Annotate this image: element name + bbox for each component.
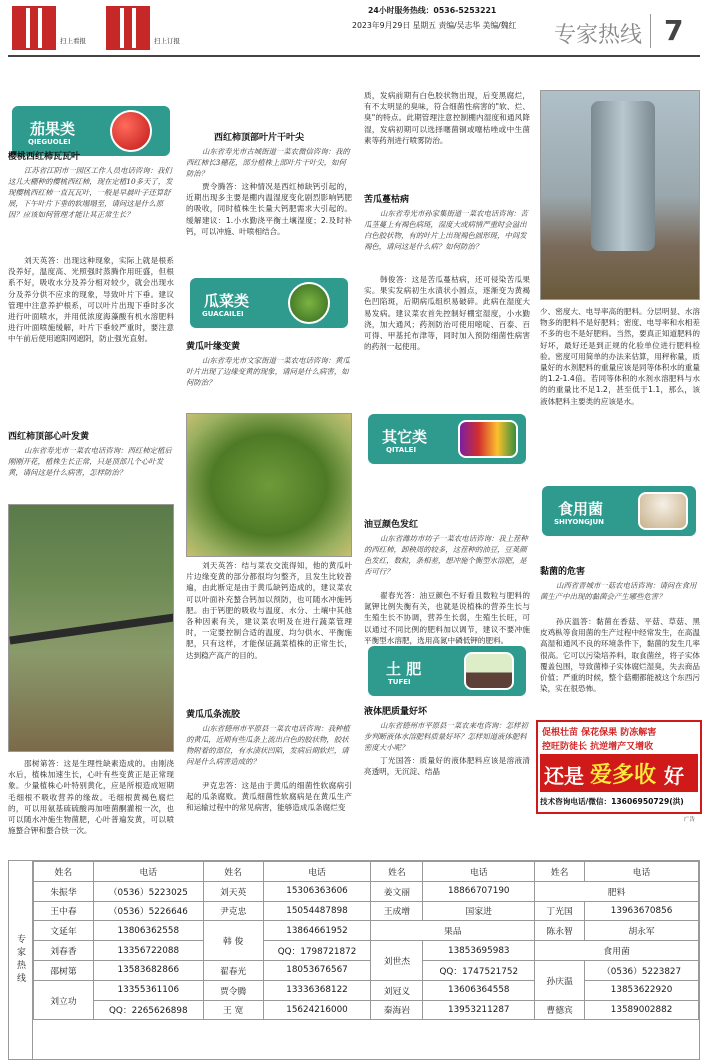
mushroom-icon: [638, 492, 688, 530]
fertilizer-tank-photo: [540, 90, 700, 300]
article-question: 山东省德州市平原县一菜农来电咨询：怎样初步判断液体水溶肥料质量好坏？怎样知道液体肥料密度大小呢？: [364, 721, 528, 752]
article-answer: 孙庆温答：黏菌在香菇、平菇、草菇、黑皮鸡枞等食用菌的生产过程中经常发生，在高温高湿和通风不良的环境条件下，黏菌的发生几率很高。它可以污染培养料，取食菌丝，将子实体覆盖包围，导致菌棒子实体腐烂湿臭，失去商品价值；严重的时候，整个菇棚都能被这个东西污染，实在很恐怖。: [540, 617, 700, 694]
header: [0, 0, 708, 58]
category-badge: 其它类 QITALEI: [368, 414, 526, 464]
article-answer: 刘天英答：结与菜农交流得知，他的黄瓜叶片边缘变黄的部分都很均匀整齐，且发生比较普遍，由此断定是由于黄瓜缺钙造成的，建议菜农可以叶面补充螯合钙加以预防，也可随水冲施钙肥。由于钙肥的吸收与温度、水分、土壤中其他各种因素有关，建议菜农明及在进行蔬菜管理时，一定要控制合适的温度、均匀供水、平衡施肥，只有这样，才能保证蔬菜植株的正常生长，达到稳产高产的目的。: [186, 561, 352, 660]
article-title: 樱桃西红柿瓦瓦叶: [8, 152, 81, 162]
category-badge: 茄果类 QIEGUOLEI: [12, 106, 170, 156]
tomato-seedling-photo: [8, 504, 174, 752]
article-title: 黄瓜叶缘变黄: [186, 342, 241, 352]
qr-code-icon: [12, 6, 56, 50]
header-rule: [8, 55, 700, 57]
divider: [650, 14, 651, 48]
article-answer: 翟春光答：油豆颜色不好看且数粒与肥料的氮钾比例失衡有关，也就是说植株的营养生长与生殖生长不协调，营养生长弱，生殖生长旺，可以通过不同比例的肥料加以调节，建议不要冲施平衡型水溶肥，选用高氮中磷低钾的肥料。: [364, 591, 530, 645]
qr1-label: 扫上看报: [60, 37, 86, 45]
vegetables-icon: [458, 420, 518, 458]
table-row: 王中春 （0536）5226646 尹克忠 15054487898 王成增 国家进 丁光国 13963670856: [34, 901, 699, 921]
category-badge: 土 肥 TUFEI: [368, 646, 526, 696]
article-question: 山东省潍坊市坊子一菜农电话咨询：我上茬种的西红柿，卸秧周的较多，这茬种的油豆，豆荚颜色发红，数粒，条相差，想冲施个衡型水溶肥，是否可行？: [364, 534, 528, 576]
article-answer: 刘天英答：出现这种现象，实际上就是根系没养好，温度高、光照强时蒸腾作用旺盛，但根系不好，吸收水分及养分相对较少，就会出现水分及养分供不应求的现象，导致叶片下垂。建议管理中注意养护根系，可以叶片出现下垂时多次进行叶面喷水，并用低浓度海藻酸有机水溶肥料进行叶面喷施缓解，叶片下垂较严重时，要注意中午前后使用遮阳网遮阴，防止强光直射。: [8, 256, 174, 344]
page-number: 7: [664, 14, 684, 47]
article-title: 黏菌的危害: [540, 567, 586, 577]
article-title: 液体肥质量好坏: [364, 707, 428, 717]
contact-table: [33, 861, 699, 1020]
date-line: 2023年9月29日 星期五 责编/吴志华 美编/魏红: [352, 21, 517, 30]
article-title: 西红柿顶部心叶发黄: [8, 432, 90, 442]
article-title: 油豆颜色发红: [364, 520, 419, 530]
table-row: 刘立功 13355361106 贾令腾 13336368122 刘冠义 13606364558 13853622920: [34, 980, 699, 1000]
article-answer: 韩俊答：这是苦瓜蔓枯病，还可侵染苦瓜果实。果实发病初生水渍状小圆点，逐渐变为黄褐色凹陷斑，后期病瓜组织易破碎。此病在湿度大易发病。建议菜农首先控制好棚室湿度，小水勤浇，加大通风；药剂防治可使用嘧啶、百泰、百可得、甲基托布津等，同时加入预防细菌性病害的药剂一起使用。: [364, 275, 530, 352]
section-title: 专家热线: [554, 23, 643, 48]
table-header-row: 姓名 电话 姓名 电话 姓名 电话 姓名 电话: [34, 862, 699, 882]
sprout-icon: [464, 652, 514, 690]
article-answer-cont: 质，发病前期有白色胶状物出现，后变黑腐烂，有不太明显的臭味，符合细菌性病害的"软、烂、臭"的特点。此期管理注意控制棚内湿度和通风降湿，发病初期可以选择噻菌铜或噻枯唑或中生菌素等药剂进行喷雾防治。: [364, 91, 530, 145]
category-badge: 食用菌 SHIYONGJUN: [542, 486, 696, 536]
hotline: 24小时服务热线：0536-5253221: [368, 6, 497, 15]
article-question: 山西省晋城市一菇农电话咨询：请问在食用菌生产中出现的黏菌会产生哪些危害？: [540, 581, 697, 601]
table-row: QQ：2265626898 王 宽 15624216000 秦海岩 13953211287 曹德宾 13589002882: [34, 1000, 699, 1020]
article-question: 山东省寿光市古城街道一菜农微信咨询：我的西红柿长3穗花，部分植株上部叶片干叶尖，如何防治？: [186, 147, 350, 178]
article-question: 山东省寿光市孙家集街道一菜农电话咨询：苦瓜茎蔓上有褐色病斑，湿度大或病情严重时会溢出白色胶状物，有的叶片上出现褐色圆形斑，中间发褐色，请问这是什么病？如何防治？: [364, 209, 528, 251]
article-answer: 邵树第答：这是生理性缺素造成的。由刚浇水后，植株加速生长，心叶有些变黄正是正常现象。少量植株心叶特别黄化，应是所根造成短期毛细根不吸收营养的缘故。毛细根黄褐色腐烂的，可以用氨基硫硫酸再加喹菌酮灌根一次，也可以随水冲施生物菌肥，心叶普遍发黄，可以喷施螯合钾和螯合铁一次。: [8, 759, 174, 836]
article-question: 山东省寿光市一菜农电话咨询：西红柿定植后刚刚开花，植株生长正常，只是顶部几个心叶发黄，请问这是什么病害，怎样防治？: [8, 446, 172, 477]
advertisement: 促根壮苗 保花保果 防冻解害 控旺防徒长 抗逆增产又增收 还是 爱多收 好 技术咨询电话/微信：13606950729(洪): [536, 720, 702, 814]
article-title: 苦瓜蔓枯病: [364, 195, 410, 205]
table-row: 文延年 13806362558 韩 俊 13864661952 果品 陈永智 胡永军: [34, 921, 699, 941]
category-badge: 瓜菜类 GUACAILEI: [190, 278, 348, 328]
article-answer: 贾令腾答：这种情况是西红柿缺钙引起的，近期出现多主要是棚内温湿度变化剧烈影响钙肥的吸收，同时植株生长量大钙肥需求大引起的。缓解建议：1.小水勤浇平衡土壤湿度；2.及时补钙，可以冲施、叶喷相结合。: [186, 182, 352, 236]
table-row: 刘春香 13356722088 QQ：1798721872 刘世杰 13853695983 食用菌: [34, 941, 699, 961]
article-title: 黄瓜瓜条流胶: [186, 710, 241, 720]
article-answer-cont: 少、密度大、电导率高的肥料。分层明显、水溶物多的肥料不是好肥料；密度、电导率和水相差不多的也不是好肥料。当然，要真正知道肥料的好坏，最好还是到正规的化验单位进行肥料检验。密度可用简单的办法来估算，用秤称量，质量好的水剂肥料的重量应该是同等体积水的重量的1.2-1.4倍。若同等体积的水剂水溶肥料与水的的重量比不足1.2，甚至低于1.1，那么，该液体肥料主要类的应该是水。: [540, 307, 700, 406]
qr2-label: 扫上订报: [154, 37, 180, 45]
table-row: 邵树第 13583682866 翟春光 18053676567 QQ：1747521752 孙庆温 （0536）5223827: [34, 960, 699, 980]
cucumber-leaf-photo: [186, 413, 352, 557]
article-title: 西红柿顶部叶片干叶尖: [214, 133, 305, 143]
tomato-icon: [110, 110, 152, 152]
table-row: 朱振华 （0536）5223025 刘天英 15306363606 姜文丽 18866707190 肥料: [34, 881, 699, 901]
qr-code-icon: [106, 6, 150, 50]
ad-tag: 广告: [684, 817, 696, 823]
expert-hotline-table: [8, 860, 700, 1060]
cucumber-icon: [288, 282, 330, 324]
side-label: 专家热线: [9, 861, 33, 1059]
article-answer: 丁光国答：质量好的液体肥料应该是溶液清亮透明，无沉淀、结晶: [364, 756, 530, 777]
article-answer: 尹克忠答：这是由于黄瓜的细菌性软腐病引起的瓜条腐败。黄瓜细菌性软腐病是在黄瓜生产和运输过程中的常见病害，能够造成瓜条腐烂变: [186, 781, 352, 813]
article-question: 江苏省江阴市一园区工作人员电话咨询：我们这儿大棚种的樱桃西红柿，现在定植10多天了，发现樱桃西红柿一直瓦瓦叶，一般是早晨叶子还算舒展，下午叶片下垂的软塌塌至，请问这是什么原因？应该如何管理才能让其正常生长？: [8, 166, 173, 219]
article-question: 山东省德州市平原县一菜农电话咨询：我种植的黄瓜，近期有些瓜条上流出白色的胶状物，胶状物附着的部位，有水渍状凹陷，发病后期软烂，请问是什么病害造成的？: [186, 724, 350, 766]
article-question: 山东省寿光市文家街道一菜农电话咨询：黄瓜叶片出现了边缘变黄的现象，请问是什么病害，如何防治？: [186, 356, 350, 387]
